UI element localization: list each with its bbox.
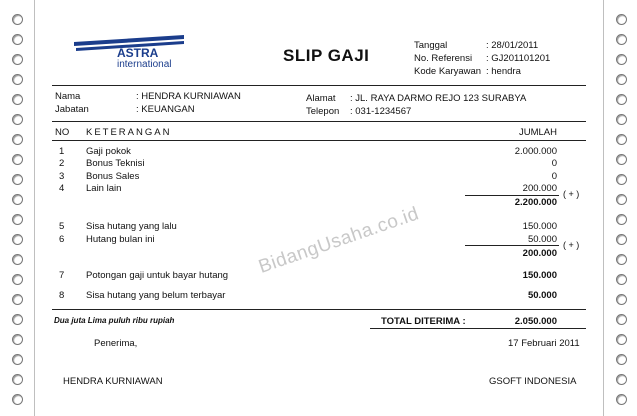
perforation-hole xyxy=(616,254,627,265)
perforation-hole xyxy=(616,74,627,85)
item-no: 1 xyxy=(59,146,65,157)
perforation-hole xyxy=(616,14,627,25)
perforation-hole xyxy=(12,314,23,325)
item-description: Sisa hutang yang lalu xyxy=(86,221,177,232)
column-header-keterangan: KETERANGAN xyxy=(86,127,172,138)
item-amount: 0 xyxy=(551,158,557,169)
perforation-hole xyxy=(616,334,627,345)
perforation-hole xyxy=(12,114,23,125)
subtotal-line xyxy=(465,245,559,246)
telepon-value: : 031-1234567 xyxy=(350,106,412,117)
item-no: 7 xyxy=(59,270,65,281)
perforation-hole xyxy=(12,34,23,45)
item-no: 8 xyxy=(59,290,65,301)
item-no: 3 xyxy=(59,171,65,182)
telepon-label: Telepon xyxy=(306,106,340,117)
sum-indicator: ( + ) xyxy=(563,189,580,199)
subtotal-debt: 200.000 xyxy=(522,248,557,259)
perforation-hole xyxy=(616,374,627,385)
perforation-hole xyxy=(12,334,23,345)
referensi-value: : GJ201101201 xyxy=(486,53,551,64)
jabatan-label: Jabatan xyxy=(55,104,89,115)
tanggal-value: : 28/01/2011 xyxy=(486,40,539,51)
perforation-hole xyxy=(12,154,23,165)
item-amount: 50.000 xyxy=(527,290,557,301)
receiver-name: HENDRA KURNIAWAN xyxy=(63,376,163,387)
divider-total-top xyxy=(52,309,586,310)
perforation-hole xyxy=(616,234,627,245)
column-header-jumlah: JUMLAH xyxy=(519,127,558,138)
nama-label: Nama xyxy=(55,91,81,102)
item-no: 4 xyxy=(59,183,65,194)
perforation-hole xyxy=(12,374,23,385)
kode-karyawan-label: Kode Karyawan xyxy=(414,66,482,77)
perforation-hole xyxy=(12,254,23,265)
alamat-value: : JL. RAYA DARMO REJO 123 SURABYA xyxy=(350,93,527,104)
item-description: Potongan gaji untuk bayar hutang xyxy=(86,270,229,281)
referensi-label: No. Referensi xyxy=(414,53,473,64)
perforation-hole xyxy=(12,174,23,185)
perforation-hole xyxy=(12,94,23,105)
subtotal-gross: 2.200.000 xyxy=(514,197,557,208)
item-description: Gaji pokok xyxy=(86,146,131,157)
perforation-hole xyxy=(616,294,627,305)
perforation-hole xyxy=(616,114,627,125)
item-description: Sisa hutang yang belum terbayar xyxy=(86,290,226,301)
tanggal-label: Tanggal xyxy=(414,40,448,51)
perforation-hole xyxy=(616,314,627,325)
perforation-hole xyxy=(12,74,23,85)
perforation-hole xyxy=(12,354,23,365)
perforation-hole xyxy=(12,54,23,65)
item-no: 6 xyxy=(59,234,65,245)
perforation-hole xyxy=(12,234,23,245)
page-title: SLIP GAJI xyxy=(283,46,370,65)
item-amount: 150.000 xyxy=(522,221,557,232)
signature-date: 17 Februari 2011 xyxy=(508,338,580,349)
perforation-hole xyxy=(12,274,23,285)
kode-karyawan-value: : hendra xyxy=(486,66,521,77)
subtotal-line xyxy=(465,195,559,196)
nama-value: : HENDRA KURNIAWAN xyxy=(136,91,241,102)
perforation-hole xyxy=(12,194,23,205)
item-description: Bonus Sales xyxy=(86,171,140,182)
sum-indicator: ( + ) xyxy=(563,240,580,250)
total-value: 2.050.000 xyxy=(514,316,557,327)
item-description: Hutang bulan ini xyxy=(86,234,155,245)
perforation-hole xyxy=(616,34,627,45)
item-amount: 200.000 xyxy=(522,183,557,194)
receiver-label: Penerima, xyxy=(94,338,138,349)
column-header-no: NO xyxy=(55,127,70,138)
jabatan-value: : KEUANGAN xyxy=(136,104,195,115)
item-amount: 50.000 xyxy=(527,234,557,245)
perforation-hole xyxy=(616,54,627,65)
perforation-hole xyxy=(616,274,627,285)
watermark: BidangUsaha.co.id xyxy=(256,203,422,278)
divider-total-bottom xyxy=(370,328,586,329)
perforation-hole xyxy=(12,294,23,305)
item-no: 2 xyxy=(59,158,65,169)
perforation-hole xyxy=(616,174,627,185)
perforation-hole xyxy=(616,394,627,405)
item-description: Lain lain xyxy=(86,183,122,194)
alamat-label: Alamat xyxy=(306,93,336,104)
divider-top xyxy=(52,85,586,86)
item-no: 5 xyxy=(59,221,65,232)
perforation-hole xyxy=(616,94,627,105)
perforation-hole xyxy=(12,134,23,145)
item-description: Bonus Teknisi xyxy=(86,158,145,169)
perforation-hole xyxy=(12,14,23,25)
perforation-hole xyxy=(616,134,627,145)
perforation-hole xyxy=(12,214,23,225)
amount-in-words: Dua juta Lima puluh ribu rupiah xyxy=(54,316,175,325)
item-amount: 2.000.000 xyxy=(514,146,557,157)
issuer-name: GSOFT INDONESIA xyxy=(489,376,577,387)
perforation-hole xyxy=(616,214,627,225)
perforation-hole xyxy=(616,194,627,205)
logo-subtext: international xyxy=(117,59,172,70)
perforation-hole xyxy=(616,154,627,165)
total-label: TOTAL DITERIMA : xyxy=(381,316,466,327)
divider-header-bottom xyxy=(52,140,586,141)
perforation-hole xyxy=(12,394,23,405)
perforation-strip-left xyxy=(0,0,35,416)
perforation-strip-right xyxy=(603,0,637,416)
logo-wordmark: ASTRA xyxy=(117,46,159,60)
divider-header-top xyxy=(52,121,586,122)
perforation-hole xyxy=(616,354,627,365)
item-amount: 0 xyxy=(551,171,557,182)
item-amount: 150.000 xyxy=(522,270,557,281)
